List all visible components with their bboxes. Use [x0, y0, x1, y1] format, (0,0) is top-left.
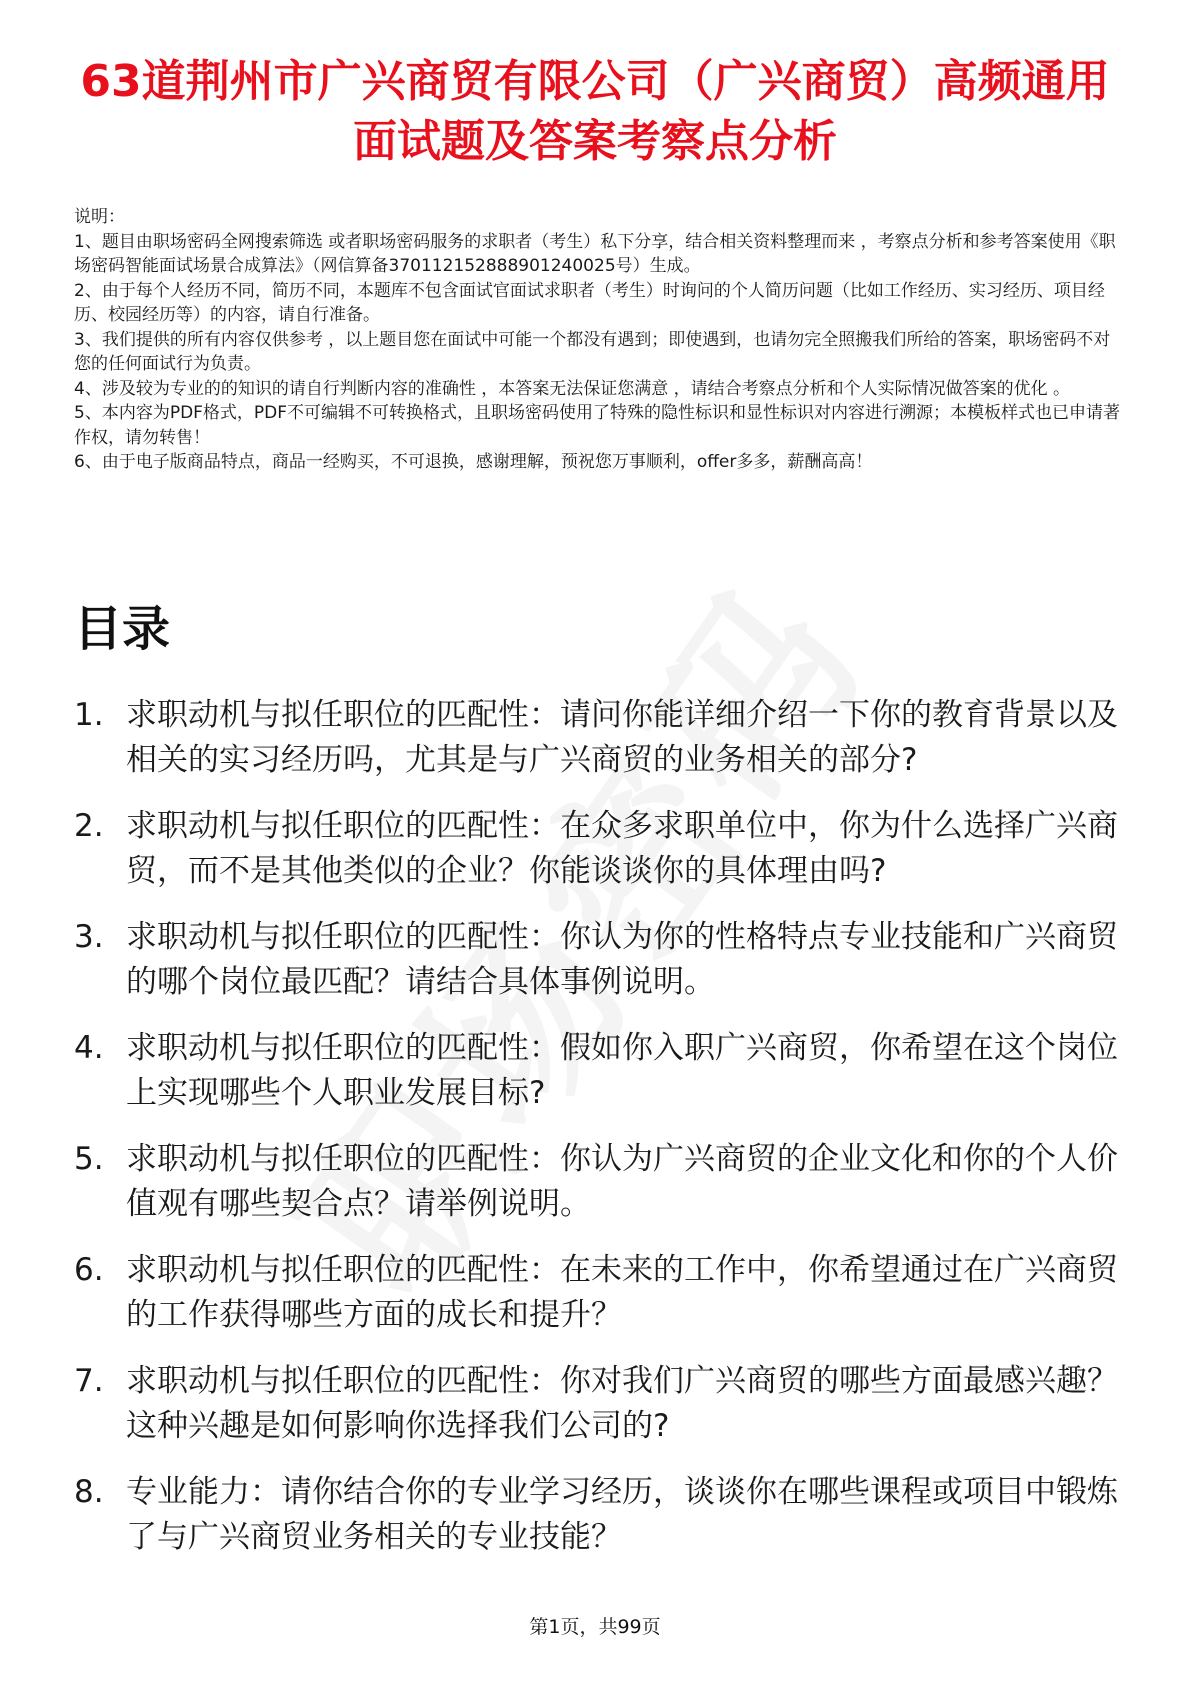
note-item: 1、题目由职场密码全网搜索筛选 或者职场密码服务的求职者（考生）私下分享，结合相关资料整理而来 ，考察点分析和参考答案使用《职场密码智能面试场景合成算法》（网信算备370112152888901240025号）生成。 — [74, 231, 1116, 276]
toc-item-text: 求职动机与拟任职位的匹配性：在未来的工作中，你希望通过在广兴商贸的工作获得哪些方面的成长和提升？ — [126, 1252, 1118, 1333]
toc-item-number: 4. — [74, 1030, 104, 1066]
toc-item-number: 2. — [74, 808, 104, 844]
toc-item[interactable] — [74, 1470, 1134, 1560]
note-item: 5、本内容为PDF格式，PDF不可编辑不可转换格式，且职场密码使用了特殊的隐性标识和显性标识对内容进行溯源；本模板样式也已申请著作权，请勿转售！ — [74, 403, 1121, 448]
toc-item-text: 求职动机与拟任职位的匹配性：在众多求职单位中，你为什么选择广兴商贸，而不是其他类似的企业？你能谈谈你的具体理由吗? — [126, 808, 1118, 889]
notes-section — [74, 205, 1124, 475]
toc-item-text: 求职动机与拟任职位的匹配性：请问你能详细介绍一下你的教育背景以及相关的实习经历吗，尤其是与广兴商贸的业务相关的部分? — [126, 697, 1118, 778]
toc-item-text: 求职动机与拟任职位的匹配性：你认为你的性格特点专业技能和广兴商贸的哪个岗位最匹配？请结合具体事例说明。 — [126, 919, 1118, 1000]
toc-item-text: 专业能力：请你结合你的专业学习经历，谈谈你在哪些课程或项目中锻炼了与广兴商贸业务相关的专业技能？ — [126, 1474, 1118, 1555]
toc-item-number: 8. — [74, 1474, 104, 1510]
note-item: 6、由于电子版商品特点，商品一经购买，不可退换，感谢理解，预祝您万事顺利，offer多多，薪酬高高！ — [74, 452, 873, 472]
toc-item[interactable] — [74, 1137, 1134, 1227]
toc-item[interactable] — [74, 1359, 1134, 1449]
notes-heading: 说明： — [74, 207, 125, 227]
toc-heading: 目录 — [74, 601, 171, 657]
toc-item-number: 6. — [74, 1252, 104, 1288]
toc-item-text: 求职动机与拟任职位的匹配性：你对我们广兴商贸的哪些方面最感兴趣？这种兴趣是如何影响你选择我们公司的? — [126, 1363, 1118, 1444]
toc-item-number: 7. — [74, 1363, 104, 1399]
toc-item-number: 3. — [74, 919, 104, 955]
toc-list — [74, 693, 1134, 1581]
note-item: 3、我们提供的所有内容仅供参考 ，以上题目您在面试中可能一个都没有遇到；即使遇到，也请勿完全照搬我们所给的答案，职场密码不对您的任何面试行为负责。 — [74, 329, 1111, 374]
toc-item-number: 5. — [74, 1141, 104, 1177]
toc-item-text: 求职动机与拟任职位的匹配性：假如你入职广兴商贸，你希望在这个岗位上实现哪些个人职业发展目标? — [126, 1030, 1118, 1111]
toc-item[interactable] — [74, 693, 1134, 783]
note-item: 4、涉及较为专业的的知识的请自行判断内容的准确性 ，本答案无法保证您满意 ，请结合考察点分析和个人实际情况做答案的优化 。 — [74, 378, 1071, 399]
toc-item[interactable] — [74, 1248, 1134, 1338]
page-footer: 第1页，共99页 — [529, 1616, 661, 1638]
toc-item[interactable] — [74, 804, 1134, 894]
toc-item[interactable] — [74, 915, 1134, 1005]
toc-item[interactable] — [74, 1026, 1134, 1116]
document-title: 63道荆州市广兴商贸有限公司（广兴商贸）高频通用面试题及答案考察点分析 — [80, 56, 1110, 167]
toc-item-text: 求职动机与拟任职位的匹配性：你认为广兴商贸的企业文化和你的个人价值观有哪些契合点？请举例说明。 — [126, 1141, 1118, 1222]
note-item: 2、由于每个人经历不同，简历不同，本题库不包含面试官面试求职者（考生）时询问的个人简历问题（比如工作经历、实习经历、项目经历、校园经历等）的内容，请自行准备。 — [74, 280, 1105, 325]
toc-item-number: 1. — [74, 697, 104, 733]
